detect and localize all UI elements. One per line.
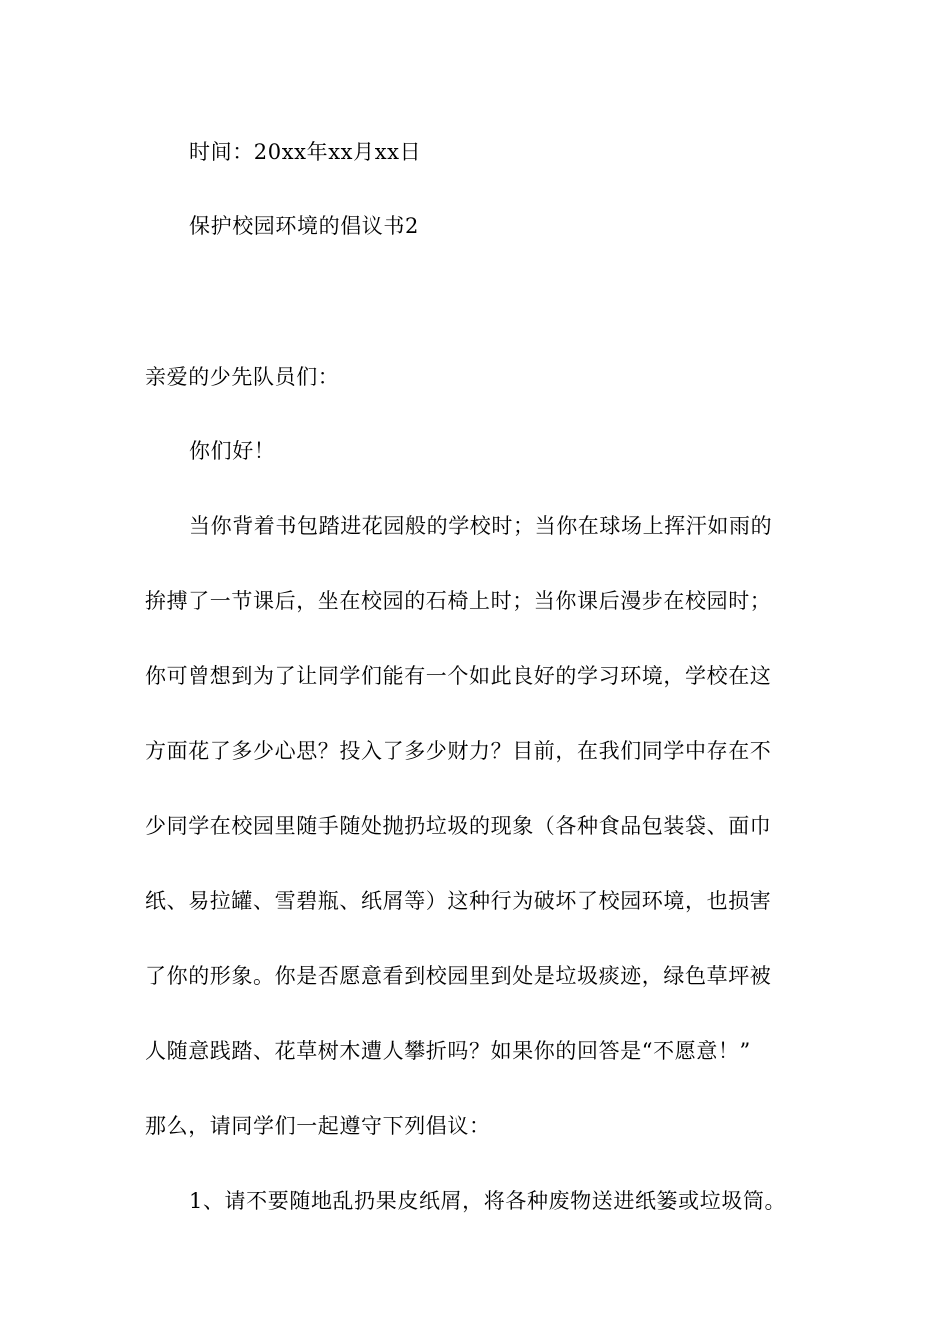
body-line-9: 那么，请同学们一起遵守下列倡议： xyxy=(145,1114,491,1138)
body-line-1: 当你背着书包踏进花园般的学校时；当你在球场上挥汗如雨的 xyxy=(189,514,773,538)
body-line-8: 人随意践踏、花草树木遭人攀折吗？如果你的回答是“不愿意！” xyxy=(145,1039,751,1063)
document-title: 保护校园环境的倡议书2 xyxy=(189,214,419,238)
body-line-5: 少同学在校园里随手随处抛扔垃圾的现象（各种食品包装袋、面巾 xyxy=(145,814,772,838)
body-line-6: 纸、易拉罐、雪碧瓶、纸屑等）这种行为破坏了校园环境，也损害 xyxy=(145,889,772,913)
body-line-2: 拚搏了一节课后，坐在校园的石椅上时；当你课后漫步在校园时； xyxy=(145,589,772,613)
date-line: 时间：20xx年xx月xx日 xyxy=(189,140,422,164)
greeting: 你们好！ xyxy=(189,439,276,463)
proposal-item-1: 1、请不要随地乱扔果皮纸屑，将各种废物送进纸篓或垃圾筒。 xyxy=(189,1189,787,1213)
body-line-4: 方面花了多少心思？投入了多少财力？目前，在我们同学中存在不 xyxy=(145,739,772,763)
body-line-7: 了你的形象。你是否愿意看到校园里到处是垃圾痰迹，绿色草坪被 xyxy=(145,964,772,988)
body-line-3: 你可曾想到为了让同学们能有一个如此良好的学习环境，学校在这 xyxy=(145,664,772,688)
salutation: 亲爱的少先队员们： xyxy=(145,365,340,389)
